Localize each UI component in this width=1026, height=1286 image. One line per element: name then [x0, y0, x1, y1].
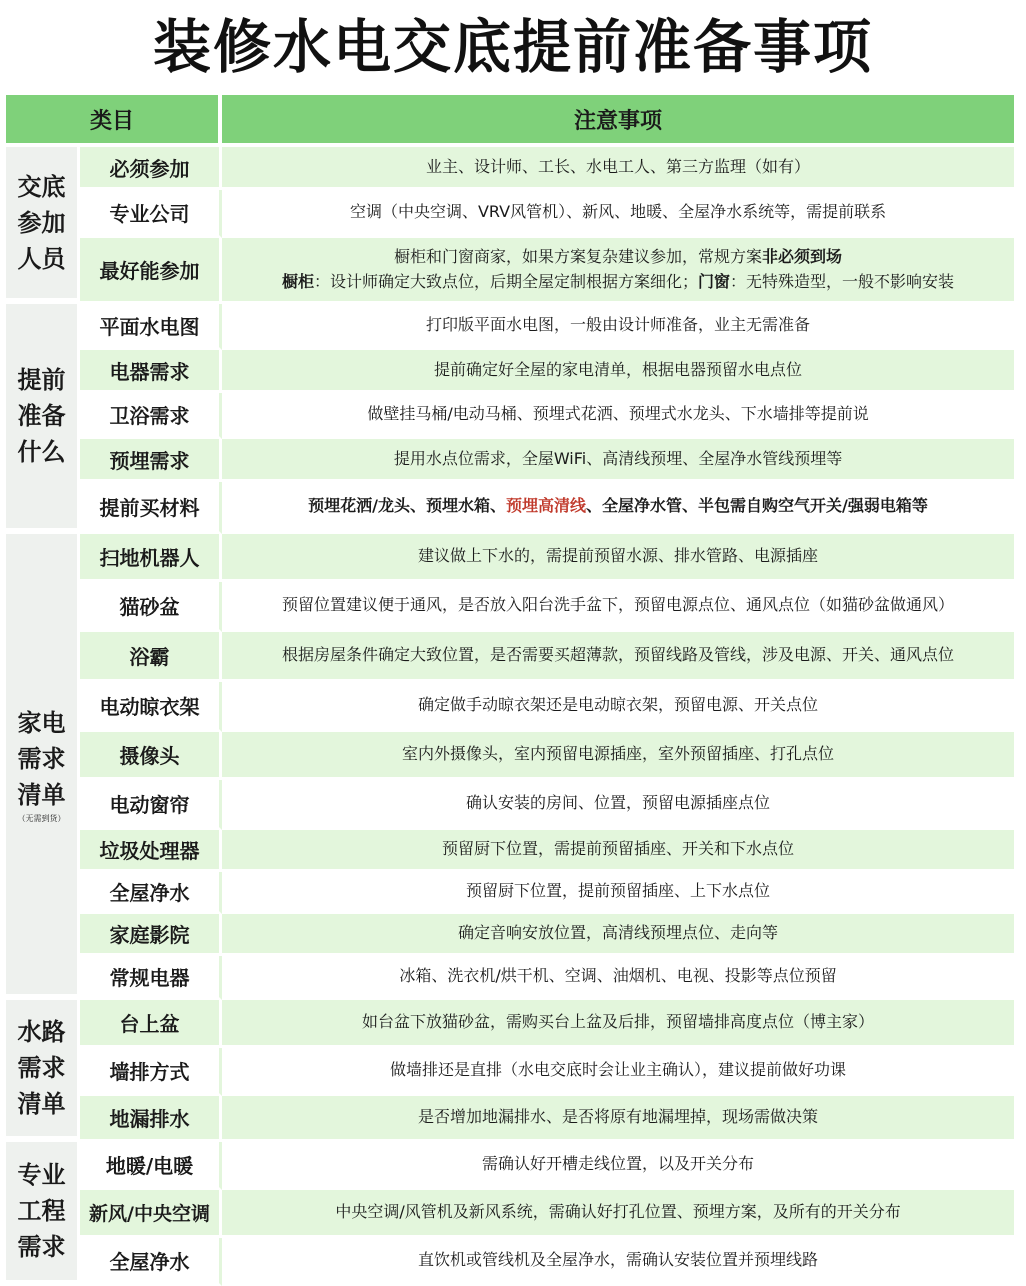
desc-text: ：设计师确定大致点位，后期全屋定制根据方案细化； — [314, 271, 699, 291]
table-row — [6, 1190, 1014, 1238]
row-label: 地暖/电暖 — [80, 1142, 222, 1190]
row-label: 新风/中央空调 — [80, 1190, 222, 1238]
table-row — [6, 632, 1014, 682]
table-row — [6, 732, 1014, 780]
table-row — [6, 350, 1014, 393]
row-desc: 根据房屋条件确定大致位置，是否需要买超薄款，预留线路及管线，涉及电源、开关、通风点位 — [222, 632, 1014, 682]
group-name: 水路 需求 清单 — [17, 1018, 66, 1118]
table-row — [6, 956, 1014, 1000]
desc-highlight: 预埋高清线 — [506, 496, 587, 516]
table-row — [6, 304, 1014, 350]
table-header-row — [6, 95, 1014, 147]
row-desc: 空调（中央空调、VRV风管机）、新风、地暖、全屋净水系统等，需提前联系 — [222, 190, 1014, 238]
desc-text: ：无特殊造型，一般不影响安装 — [730, 271, 955, 291]
row-label: 墙排方式 — [80, 1048, 222, 1096]
row-desc: 确定做手动晾衣架还是电动晾衣架，预留电源、开关点位 — [222, 682, 1014, 732]
table-row — [6, 147, 1014, 190]
row-desc: 如台盆下放猫砂盆，需购买台上盆及后排，预留墙排高度点位（博主家） — [222, 1000, 1014, 1048]
row-desc: 打印版平面水电图，一般由设计师准备，业主无需准备 — [222, 304, 1014, 350]
row-label: 猫砂盆 — [80, 582, 222, 632]
desc-emphasis: 非必须到场 — [762, 246, 843, 266]
table-row — [6, 190, 1014, 238]
group-name: 家电 需求 清单 — [17, 709, 66, 809]
row-desc: 建议做上下水的，需提前预留水源、排水管路、电源插座 — [222, 534, 1014, 582]
row-desc: 中央空调/风管机及新风系统，需确认好打孔位置、预埋方案，及所有的开关分布 — [222, 1190, 1014, 1238]
header-category: 类目 — [6, 95, 222, 147]
table-row — [6, 1048, 1014, 1096]
group-name: 交底 参加 人员 — [17, 172, 66, 273]
row-label: 垃圾处理器 — [80, 830, 222, 872]
desc-emphasis: 橱柜 — [281, 271, 314, 291]
table-row — [6, 1000, 1014, 1048]
desc-text: 预埋花洒/龙头、预埋水箱、 — [308, 496, 506, 516]
table-row — [6, 780, 1014, 830]
group-note: （无需到货） — [17, 814, 66, 823]
header-notes: 注意事项 — [222, 95, 1014, 147]
row-label: 浴霸 — [80, 632, 222, 682]
row-desc — [222, 238, 1014, 304]
row-desc: 预留位置建议便于通风，是否放入阳台洗手盆下，预留电源点位、通风点位（如猫砂盆做通风） — [222, 582, 1014, 632]
desc-text: 橱柜和门窗商家，如果方案复杂建议参加，常规方案 — [394, 246, 763, 266]
row-desc: 确认安装的房间、位置，预留电源插座点位 — [222, 780, 1014, 830]
row-label: 家庭影院 — [80, 914, 222, 956]
row-desc: 直饮机或管线机及全屋净水，需确认安装位置并预埋线路 — [222, 1238, 1014, 1286]
table-row — [6, 914, 1014, 956]
table-row — [6, 393, 1014, 439]
row-label: 电器需求 — [80, 350, 222, 393]
row-desc: 确定音响安放位置，高清线预埋点位、走向等 — [222, 914, 1014, 956]
row-label: 专业公司 — [80, 190, 222, 238]
group-label — [6, 304, 80, 534]
table-row — [6, 582, 1014, 632]
table-row — [6, 238, 1014, 304]
group-name: 提前 准备 什么 — [17, 366, 66, 466]
row-label: 台上盆 — [80, 1000, 222, 1048]
row-label: 提前买材料 — [80, 482, 222, 534]
row-label: 电动晾衣架 — [80, 682, 222, 732]
page-title: 装修水电交底提前准备事项 — [152, 13, 873, 81]
desc-emphasis: 门窗 — [698, 271, 731, 291]
row-label: 扫地机器人 — [80, 534, 222, 582]
table-row — [6, 682, 1014, 732]
row-label: 摄像头 — [80, 732, 222, 780]
group-label — [6, 1000, 80, 1142]
desc-text: 、全屋净水管、半包需自购空气开关/强弱电箱等 — [586, 496, 928, 516]
row-desc: 提前确定好全屋的家电清单，根据电器预留水电点位 — [222, 350, 1014, 393]
table-row — [6, 534, 1014, 582]
row-label: 平面水电图 — [80, 304, 222, 350]
table-row — [6, 1096, 1014, 1142]
row-desc: 室内外摄像头，室内预留电源插座，室外预留插座、打孔点位 — [222, 732, 1014, 780]
row-desc: 需确认好开槽走线位置，以及开关分布 — [222, 1142, 1014, 1190]
group-label — [6, 534, 80, 1000]
row-label: 地漏排水 — [80, 1096, 222, 1142]
row-label: 全屋净水 — [80, 872, 222, 914]
checklist-table — [6, 95, 1014, 1286]
table-row — [6, 1238, 1014, 1286]
row-desc: 提用水点位需求，全屋WiFi、高清线预埋、全屋净水管线预埋等 — [222, 439, 1014, 482]
row-label: 卫浴需求 — [80, 393, 222, 439]
table-row — [6, 830, 1014, 872]
table-row — [6, 872, 1014, 914]
row-desc — [222, 482, 1014, 534]
table-row — [6, 482, 1014, 534]
row-desc: 预留厨下位置，需提前预留插座、开关和下水点位 — [222, 830, 1014, 872]
row-desc: 冰箱、洗衣机/烘干机、空调、油烟机、电视、投影等点位预留 — [222, 956, 1014, 1000]
table-row — [6, 439, 1014, 482]
row-label: 常规电器 — [80, 956, 222, 1000]
row-label: 电动窗帘 — [80, 780, 222, 830]
row-desc: 预留厨下位置，提前预留插座、上下水点位 — [222, 872, 1014, 914]
row-label: 必须参加 — [80, 147, 222, 190]
table-row — [6, 1142, 1014, 1190]
row-desc: 是否增加地漏排水、是否将原有地漏埋掉，现场需做决策 — [222, 1096, 1014, 1142]
row-desc: 做壁挂马桶/电动马桶、预埋式花洒、预埋式水龙头、下水墙排等提前说 — [222, 393, 1014, 439]
row-label: 最好能参加 — [80, 238, 222, 304]
row-label: 预埋需求 — [80, 439, 222, 482]
row-label: 全屋净水 — [80, 1238, 222, 1286]
group-name: 专业 工程 需求 — [17, 1161, 66, 1261]
group-label — [6, 147, 80, 304]
row-desc: 业主、设计师、工长、水电工人、第三方监理（如有） — [222, 147, 1014, 190]
group-label — [6, 1142, 80, 1286]
row-desc: 做墙排还是直排（水电交底时会让业主确认），建议提前做好功课 — [222, 1048, 1014, 1096]
